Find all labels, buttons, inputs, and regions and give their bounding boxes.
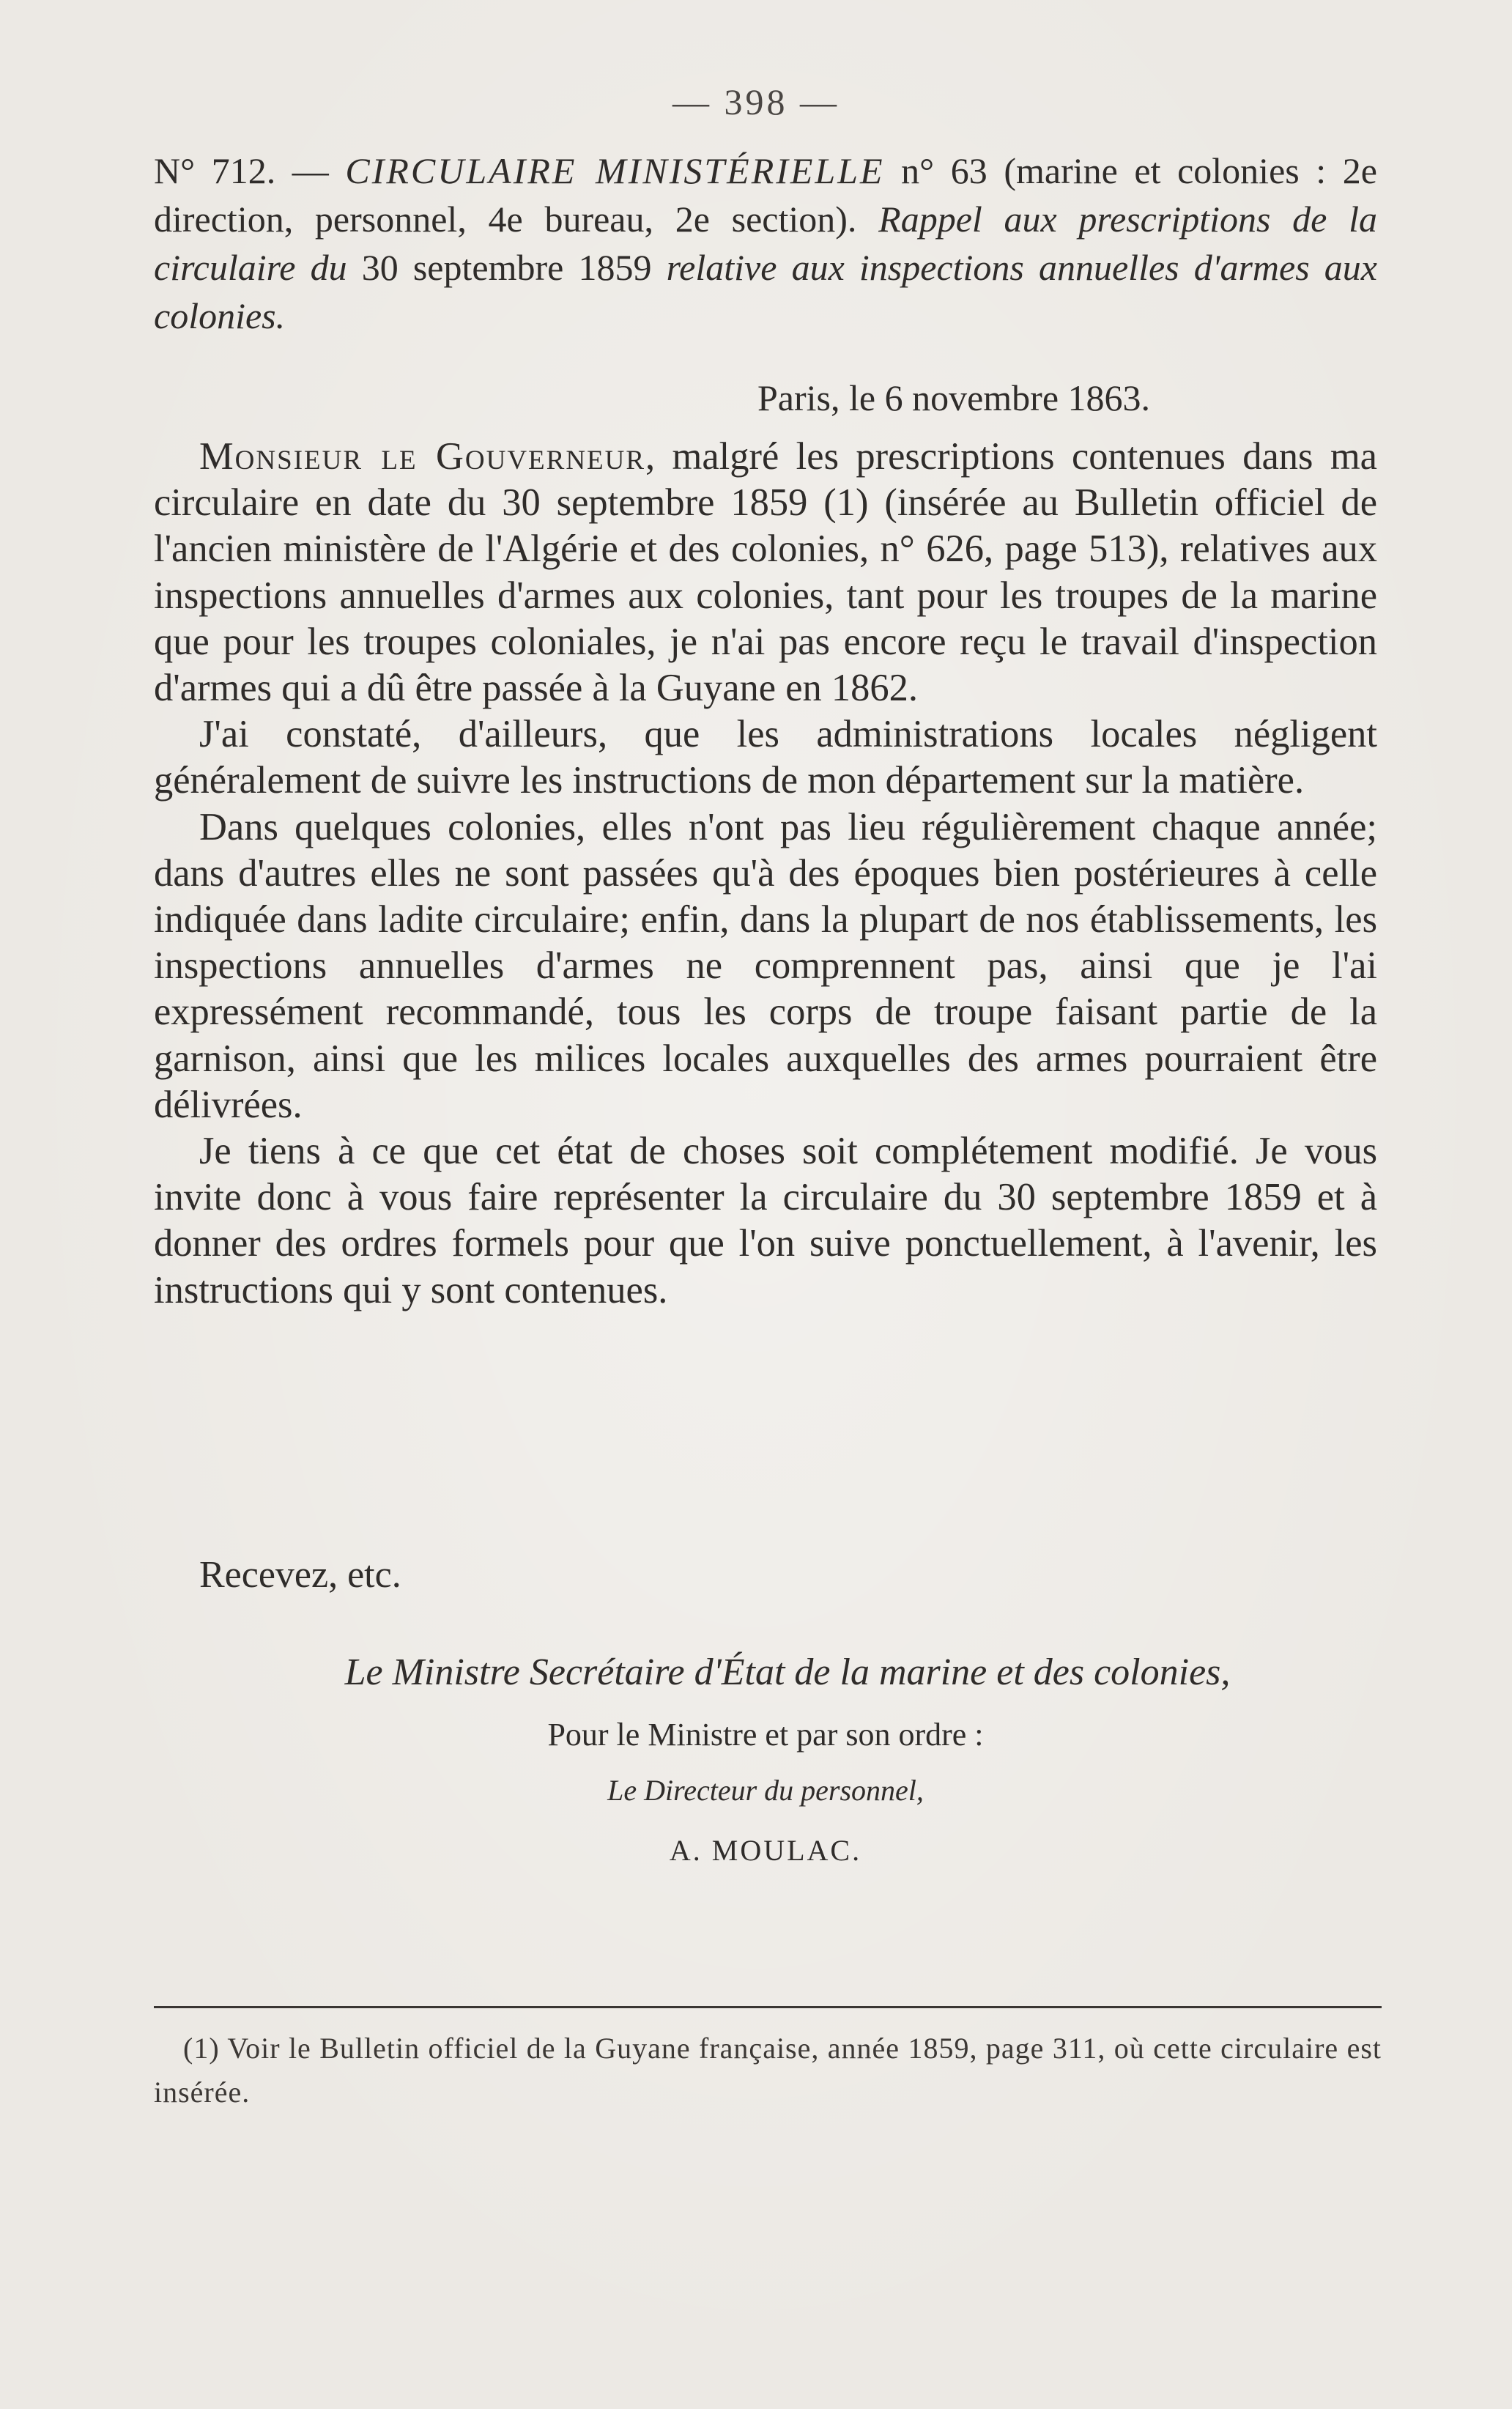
- circular-info: n° 63 (marine et colonies : 2e direction, personnel, 4e bureau, 2e section).: [154, 150, 1377, 240]
- signature-role: Le Directeur du personnel,: [607, 1774, 924, 1807]
- signature-title: Le Ministre Secrétaire d'État de la marine et des colonies,: [344, 1651, 1231, 1693]
- circular-number: N° 712. —: [154, 150, 346, 191]
- paragraph-1-text: , malgré les prescriptions contenues dans ma circulaire en date du 30 septembre 1859 (1) (insérée au Bulletin officiel de l'ancien ministère de l'Algérie et des colonies, n° 626, page 513), relatives aux inspections annuelles d'armes aux colonies, tant pour les troupes de la marine que pour les troupes coloniales, je n'ai pas encore reçu le travail d'inspection d'armes qui a dû être passée à la Guyane en 1862.: [154, 435, 1377, 710]
- paragraph-4: Je tiens à ce que cet état de choses soit complétement modifié. Je vous invite donc à vous faire représenter la circulaire du 30 septembre 1859 et à donner des ordres formels pour que l'on suive ponctuellement, à l'avenir, les instructions qui y sont contenues.: [154, 1130, 1377, 1311]
- circular-subject-part-2: relative aux inspections annuelles d'armes aux colonies.: [154, 247, 1377, 336]
- paragraph-1: [154, 434, 1377, 711]
- signature-block: [154, 1648, 1377, 1873]
- page-number: — 398 —: [672, 81, 840, 122]
- letter-body: [154, 434, 1377, 1314]
- circular-heading: [154, 147, 1377, 340]
- footnote: (1) Voir le Bulletin officiel de la Guyane française, année 1859, page 311, où cette circulaire est insérée.: [154, 2032, 1382, 2109]
- signature-order: Pour le Ministre et par son ordre :: [547, 1717, 984, 1753]
- circular-title: CIRCULAIRE MINISTÉRIELLE: [345, 150, 885, 191]
- signature-name: A. MOULAC.: [669, 1834, 862, 1867]
- closing: Recevez, etc.: [199, 1554, 401, 1596]
- circular-subject-part-1: Rappel aux prescriptions de la circulaire du: [154, 199, 1377, 288]
- circular-subject-date: 30 septembre 1859: [361, 247, 652, 288]
- paragraph-2: J'ai constaté, d'ailleurs, que les administrations locales négligent généralement de suivre les instructions de mon département sur la matière.: [154, 713, 1377, 802]
- paragraph-3: Dans quelques colonies, elles n'ont pas lieu régulièrement chaque année; dans d'autres elles ne sont passées qu'à des époques bien postérieures à celle indiquée dans ladite circulaire; enfin, dans la plupart de nos établissements, les inspections annuelles d'armes ne comprennent pas, ainsi que je l'ai expressément recommandé, tous les corps de troupe faisant partie de la garnison, ainsi que les milices locales auxquelles des armes pourraient être délivrées.: [154, 805, 1377, 1126]
- footnote-divider: [154, 2006, 1382, 2008]
- salutation: Monsieur le Gouverneur: [199, 435, 646, 478]
- dateline: Paris, le 6 novembre 1863.: [757, 377, 1151, 418]
